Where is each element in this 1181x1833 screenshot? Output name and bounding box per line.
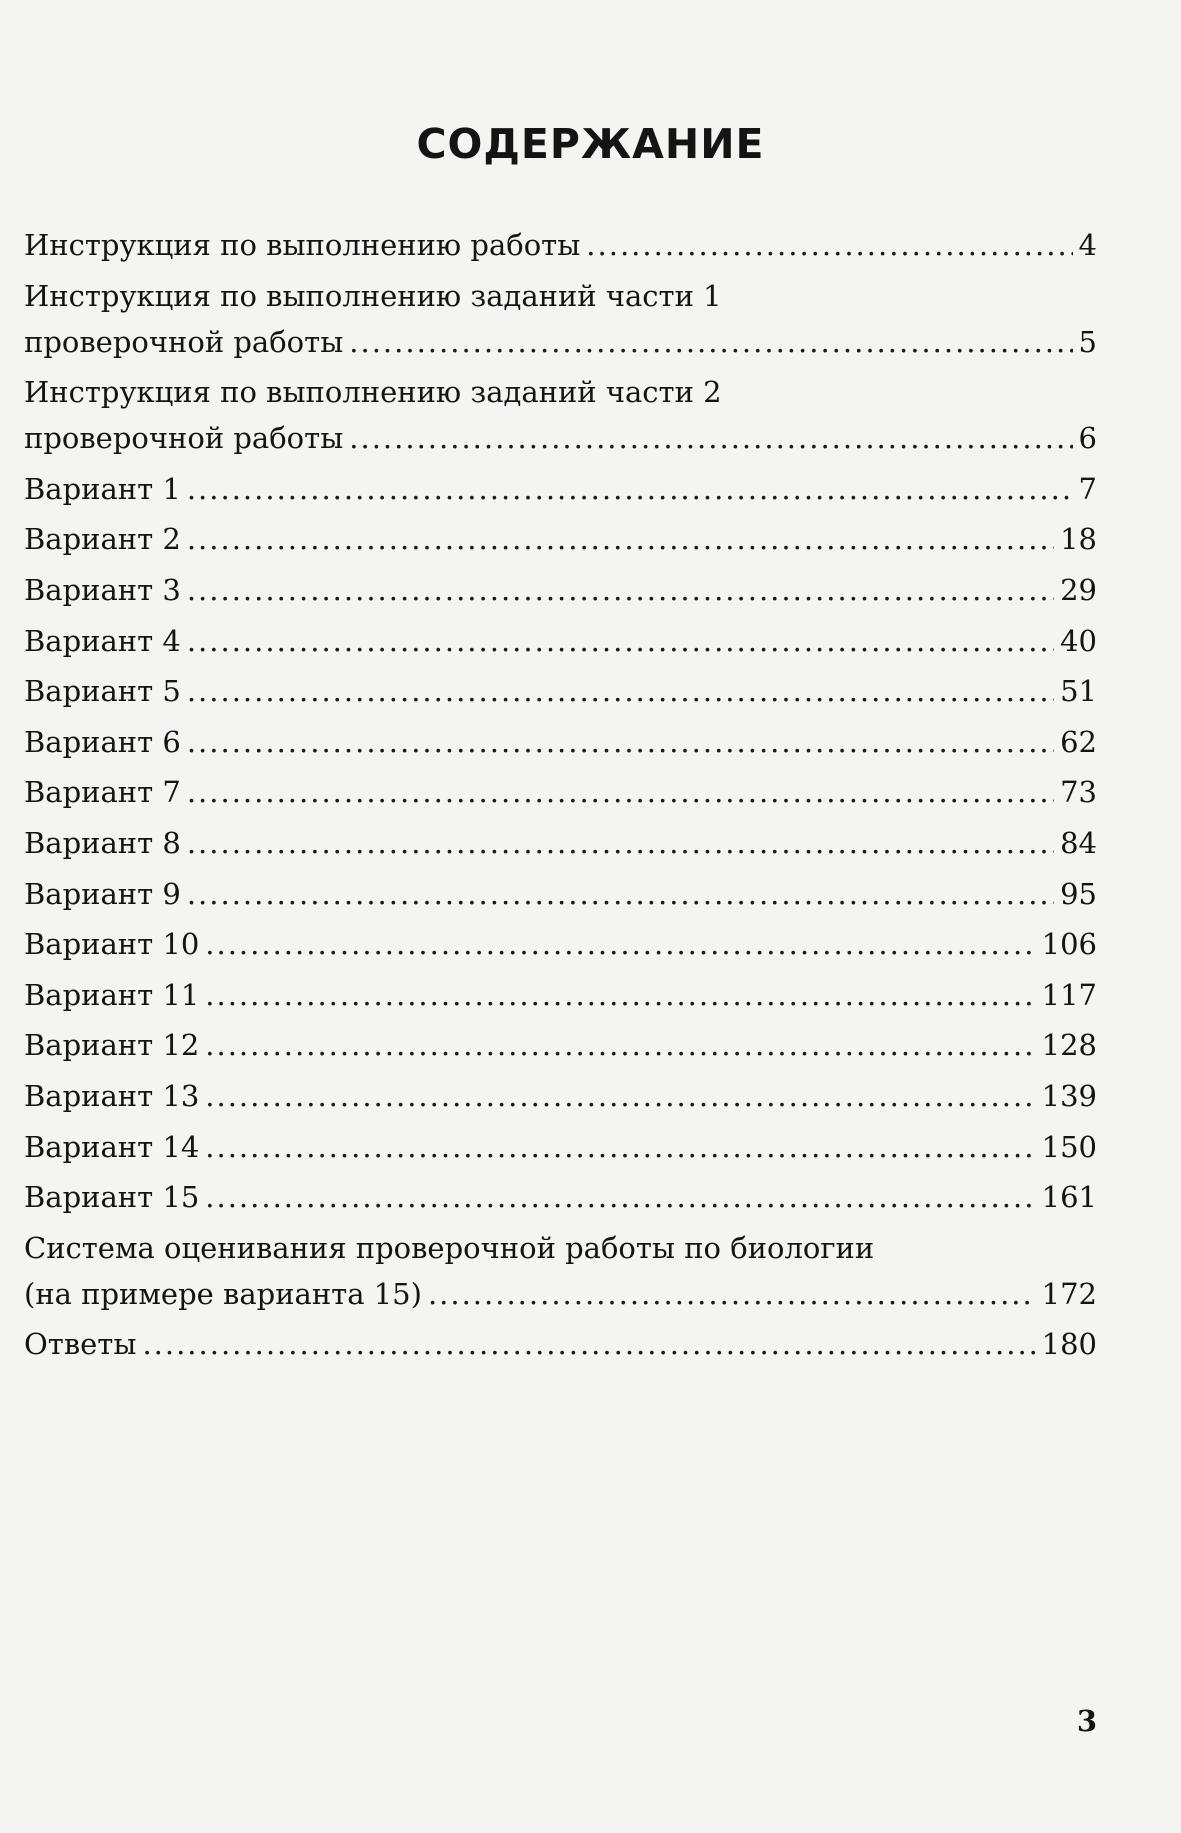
toc-entry-page: 172 [1041, 1276, 1097, 1311]
dot-leader [428, 1271, 1036, 1317]
dot-leader [187, 516, 1054, 562]
toc-entry-page: 150 [1041, 1129, 1097, 1164]
toc-entry-variant-15 [24, 1174, 1097, 1220]
toc-entry-page: 128 [1041, 1028, 1097, 1063]
toc-entry-variant-5 [24, 668, 1097, 714]
toc-entry-page: 29 [1060, 572, 1097, 607]
toc-entry-label-line1: Инструкция по выполнению заданий части 2 [24, 375, 722, 410]
toc-entry-label: Вариант 7 [24, 775, 181, 810]
toc-entry-page: 180 [1041, 1327, 1097, 1362]
toc-row [24, 1321, 1097, 1367]
toc-entry-variant-12 [24, 1022, 1097, 1068]
toc-entry-variant-11 [24, 972, 1097, 1018]
dot-leader [187, 618, 1054, 664]
dot-leader [205, 1073, 1035, 1119]
toc-entry-variant-10 [24, 921, 1097, 967]
toc-entry-label: Вариант 8 [24, 825, 181, 860]
toc-entry-label: Вариант 3 [24, 572, 181, 607]
toc-entry-page: 161 [1041, 1180, 1097, 1215]
toc-entry-part2-instructions [24, 369, 1097, 461]
dot-leader [349, 415, 1072, 461]
toc-row [24, 820, 1097, 866]
toc-row [24, 668, 1097, 714]
toc-row [24, 466, 1097, 512]
toc-entry-page: 139 [1041, 1078, 1097, 1113]
toc-entry-variant-14 [24, 1124, 1097, 1170]
dot-leader [205, 1124, 1035, 1170]
toc-entry-label: проверочной работы [24, 421, 344, 456]
toc-entry-page: 51 [1060, 674, 1097, 709]
toc-entry-label: Вариант 2 [24, 522, 181, 557]
toc-row [24, 618, 1097, 664]
toc-entry-label: Вариант 6 [24, 724, 181, 759]
toc-entry-part1-instructions [24, 273, 1097, 365]
toc-entry-label: Вариант 13 [24, 1078, 200, 1113]
toc-entry-page: 7 [1078, 471, 1097, 506]
toc-entry-label: Вариант 15 [24, 1180, 200, 1215]
page-title: СОДЕРЖАНИЕ [416, 120, 765, 168]
dot-leader [205, 921, 1035, 967]
toc-entry-label: Вариант 10 [24, 927, 200, 962]
dot-leader [187, 567, 1054, 613]
dot-leader [187, 769, 1054, 815]
dot-leader [205, 1022, 1035, 1068]
toc-entry-label: Вариант 4 [24, 623, 181, 658]
toc-row [24, 1073, 1097, 1119]
toc-entry-variant-7 [24, 769, 1097, 815]
dot-leader [187, 668, 1054, 714]
toc-entry-variant-1 [24, 466, 1097, 512]
toc-entry-label: Вариант 5 [24, 674, 181, 709]
toc-row [24, 222, 1097, 268]
dot-leader [142, 1321, 1035, 1367]
toc-entry-label: Вариант 11 [24, 977, 200, 1012]
toc-entry-page: 73 [1060, 775, 1097, 810]
toc-entry-label: Вариант 12 [24, 1028, 200, 1063]
toc-entry-label-line1: Система оценивания проверочной работы по биологии [24, 1230, 875, 1265]
page-number: 3 [1076, 1704, 1097, 1738]
toc-entry-page: 84 [1060, 825, 1097, 860]
toc-entry-instructions [24, 222, 1097, 268]
toc-row [24, 1271, 1097, 1317]
dot-leader [187, 466, 1073, 512]
toc-row [24, 319, 1097, 365]
dot-leader [187, 871, 1054, 917]
toc-entry-label-line1: Инструкция по выполнению заданий части 1 [24, 278, 722, 313]
toc-row [24, 516, 1097, 562]
dot-leader [586, 222, 1072, 268]
toc-row [24, 719, 1097, 765]
toc-entry-page: 4 [1078, 228, 1097, 262]
toc-entry-label: Вариант 9 [24, 876, 181, 911]
toc-entry-label: (на примере варианта 15) [24, 1276, 422, 1311]
toc-entry-page: 106 [1041, 927, 1097, 962]
table-of-contents [24, 222, 1097, 1372]
toc-entry-variant-2 [24, 516, 1097, 562]
toc-entry-label: Инструкция по выполнению работы [24, 228, 581, 262]
toc-row [24, 921, 1097, 967]
toc-entry-variant-3 [24, 567, 1097, 613]
toc-entry-label: Вариант 14 [24, 1129, 200, 1164]
toc-entry-page: 62 [1060, 724, 1097, 759]
toc-entry-label: проверочной работы [24, 324, 344, 359]
toc-row [24, 1124, 1097, 1170]
dot-leader [205, 1174, 1035, 1220]
toc-entry-variant-4 [24, 618, 1097, 664]
toc-row [24, 769, 1097, 815]
toc-row [24, 1174, 1097, 1220]
dot-leader [205, 972, 1035, 1018]
toc-row [24, 415, 1097, 461]
toc-row [24, 567, 1097, 613]
toc-entry-page: 5 [1078, 324, 1097, 359]
toc-entry-variant-6 [24, 719, 1097, 765]
dot-leader [187, 719, 1054, 765]
toc-entry-page: 40 [1060, 623, 1097, 658]
toc-entry-variant-13 [24, 1073, 1097, 1119]
toc-entry-answers [24, 1321, 1097, 1367]
toc-entry-page: 18 [1060, 522, 1097, 557]
toc-entry-grading-system [24, 1225, 1097, 1317]
dot-leader [349, 319, 1072, 365]
dot-leader [187, 820, 1054, 866]
toc-entry-page: 95 [1060, 876, 1097, 911]
toc-row [24, 972, 1097, 1018]
toc-entry-variant-8 [24, 820, 1097, 866]
toc-entry-page: 117 [1041, 977, 1097, 1012]
toc-entry-page: 6 [1078, 421, 1097, 456]
toc-entry-variant-9 [24, 871, 1097, 917]
toc-row [24, 1022, 1097, 1068]
toc-entry-label: Вариант 1 [24, 471, 181, 506]
toc-row [24, 871, 1097, 917]
toc-entry-label: Ответы [24, 1327, 137, 1362]
